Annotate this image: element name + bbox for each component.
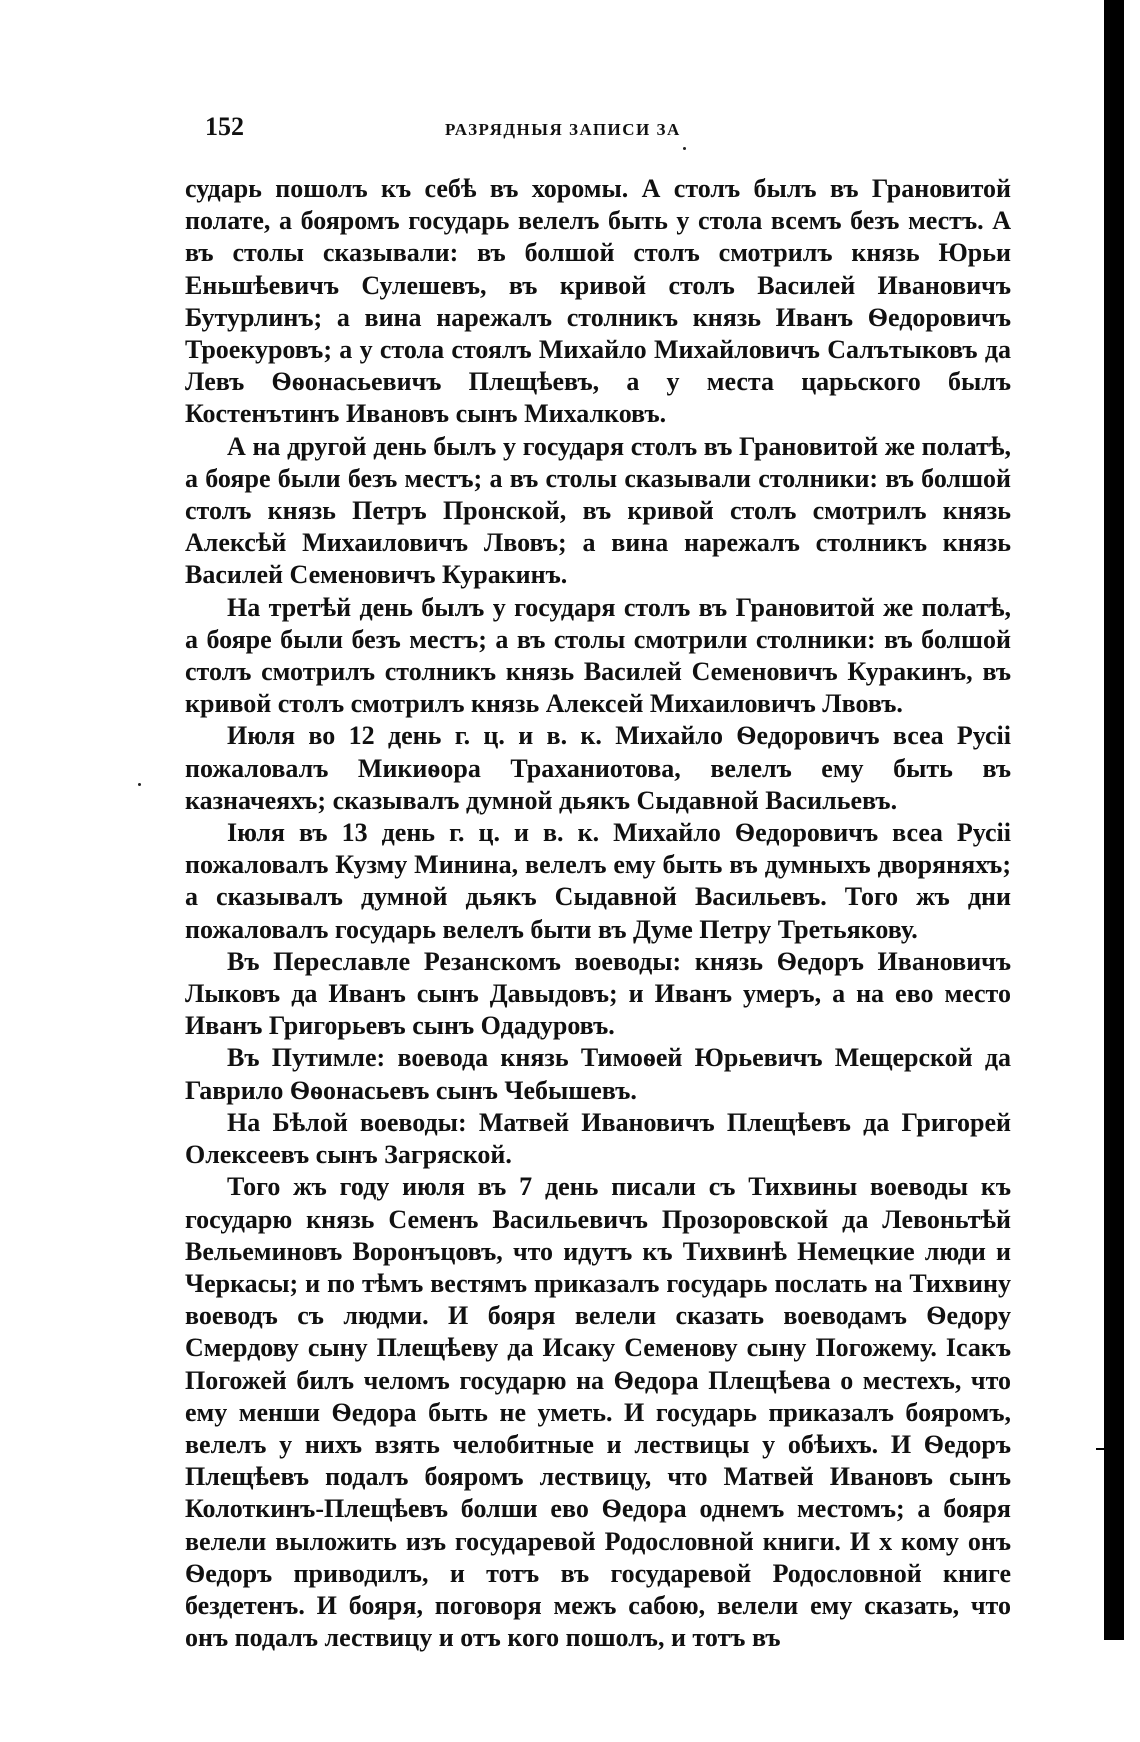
scan-edge-mark: [1096, 1448, 1104, 1450]
paragraph: Того жъ году июля въ 7 день писали съ Тихвины воеводы къ государю князь Семенъ Васильевичъ Прозоровской да Левоньтѣй Вельеминовъ Воронъцовъ, что идутъ къ Тихвинѣ Немецкие люди и Черкасы; и по тѣмъ вестямъ приказалъ государь послать на Тихвину воеводъ съ людми. И бояря велели сказать воеводамъ Ѳедору Смердову сыну Плещѣеву да Исаку Семенову сыну Погожему. Ісакъ Погожей билъ челомъ государю на Ѳедора Плещѣева о местехъ, что ему менши Ѳедора быть не уметь. И государь приказалъ бояромъ, велелъ у нихъ взять челобитные и лествицы у обѣихъ. И Ѳедоръ Плещѣевъ подалъ бояромъ лествицу, что Матвей Ивановъ сынъ Колоткинъ-Плещѣевъ болши ево Ѳедора однемъ местомъ; а бояря велели выложить изъ государевой Родословной книги. И х кому онъ Ѳедоръ приводилъ, и тотъ въ государевой Родословной книге бездетенъ. И бояря, поговоря межъ сабою, велели ему сказать, что онъ подалъ лествицу и отъ кого пошолъ, и тотъ въ: [185, 1172, 1011, 1653]
paragraph: На третѣй день былъ у государя столъ въ Грановитой же полатѣ, а бояре были безъ местъ; а въ столы смотрили столники: въ болшой столъ смотрилъ столникъ князь Василей Семеновичъ Куракинъ, въ кривой столъ смотрилъ князь Алексей Михаиловичъ Лвовъ.: [185, 592, 1011, 719]
paragraph: На Бѣлой воеводы: Матвей Ивановичъ Плещѣевъ да Григорей Олексеевъ сынъ Загряской.: [185, 1107, 1011, 1170]
paragraph: А на другой день былъ у государя столъ въ Грановитой же полатѣ, а бояре были безъ местъ; а въ столы сказывали столники: въ болшой столъ князь Петръ Пронской, въ кривой столъ смотрилъ князь Алексѣй Михаиловичъ Лвовъ; а вина нарежалъ столникъ князь Василей Семеновичъ Куракинъ.: [185, 431, 1011, 590]
paragraph: Въ Переславле Резанскомъ воеводы: князь Ѳедоръ Ивановичъ Лыковъ да Иванъ сынъ Давыдовъ; и Иванъ умеръ, а на ево место Иванъ Григорьевъ сынъ Одадуровъ.: [185, 946, 1011, 1041]
paragraph: сударь пошолъ къ себѣ въ хоромы. А столъ былъ въ Грановитой полате, а бояромъ государь велелъ быть у стола всемъ безъ местъ. А въ столы сказывали: въ болшой столъ смотрилъ князь Юрьи Еньшѣевичъ Сулешевъ, въ кривой столъ Василей Ивановичъ Бутурлинъ; а вина нарежалъ столникъ князь Иванъ Ѳедоровичъ Троекуровъ; а у стола стоялъ Михайло Михайловичъ Салътыковъ да Левъ Ѳѳонасьевичъ Плещѣевъ, а у места царьского былъ Костенътинъ Ивановъ сынъ Михалковъ.: [185, 174, 1011, 429]
running-title: РАЗРЯДНЫЯ ЗАПИСИ ЗА: [445, 120, 681, 139]
paragraph: Въ Путимле: воевода князь Тимоѳей Юрьевичъ Мещерской да Гаврило Ѳѳонасьевъ сынъ Чебышевъ.: [185, 1043, 1011, 1105]
body-text: [185, 173, 1011, 1654]
scan-edge-border: [1104, 0, 1124, 1640]
paragraph: Июля во 12 день г. ц. и в. к. Михайло Ѳедоровичъ всеа Русіі пожаловалъ Микиѳора Траханиотова, велелъ ему быть въ казначеяхъ; сказывалъ думной дьякъ Сыдавной Васильевъ.: [185, 721, 1011, 815]
scan-speck: [138, 783, 141, 786]
page-header: [205, 112, 1025, 152]
paragraph: Іюля въ 13 день г. ц. и в. к. Михайло Ѳедоровичъ всеа Русіі пожаловалъ Кузму Минина, велелъ ему быть въ думныхъ дворяняхъ; а сказывалъ думной дьякъ Сыдавной Васильевъ. Того жъ дни пожаловалъ государь велелъ быти въ Думе Петру Третьякову.: [185, 818, 1011, 944]
page-number: 152: [205, 112, 244, 141]
